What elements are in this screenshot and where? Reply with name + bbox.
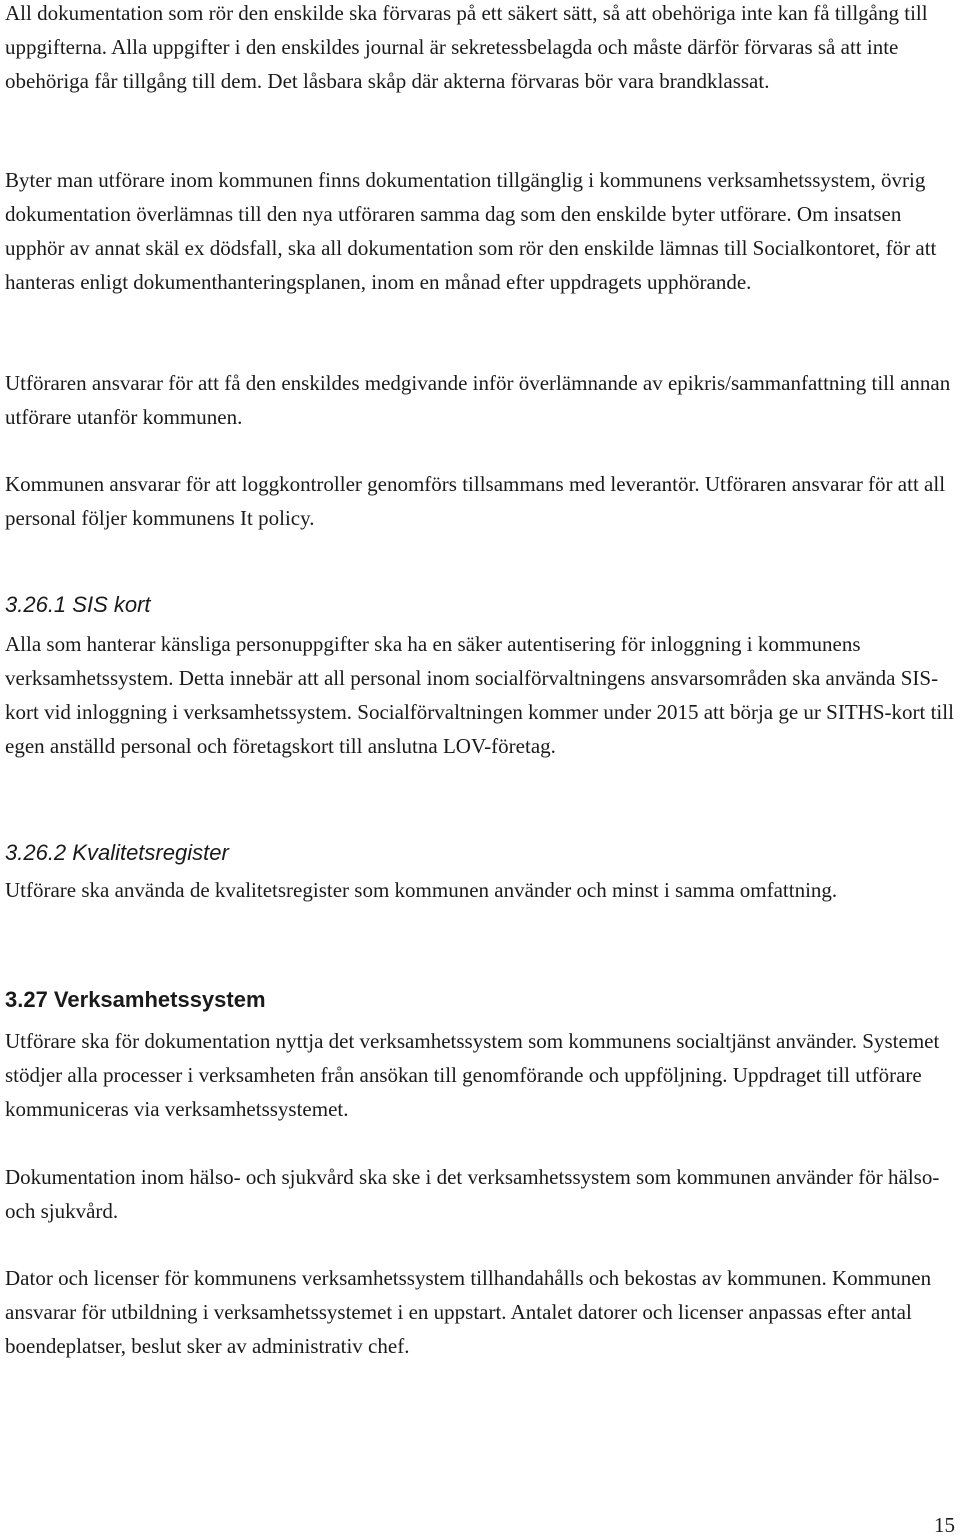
paragraph-verksamhetssystem-1: Utförare ska för dokumentation nyttja det verksamhetssystem som kommunens socialtjänst använder. Systemet stödjer alla processer i verksamheten från ansökan till genomförande och uppföljning. Uppdraget till utförare kommuniceras via verksamhetssystemet. xyxy=(5,1029,940,1121)
heading-kvalitetsregister: 3.26.2 Kvalitetsregister xyxy=(5,840,229,865)
page-number: 15 xyxy=(934,1513,955,1537)
paragraph-log-control: Kommunen ansvarar för att loggkontroller genomförs tillsammans med leverantör. Utföraren ansvarar för att all personal följer kommunens It policy. xyxy=(5,472,946,530)
paragraph-change-provider: Byter man utförare inom kommunen finns dokumentation tillgänglig i kommunens verksamhetssystem, övrig dokumentation överlämnas till den nya utföraren samma dag som den enskilde byter utförare. Om insatsen upphör av annat skäl ex dödsfall, ska all dokumentation som rör den enskilde lämnas till Socialkontoret, för att hanteras enligt dokumenthanteringsplanen, inom en månad efter uppdragets upphörande. xyxy=(5,168,937,294)
paragraph-consent: Utföraren ansvarar för att få den enskildes medgivande inför överlämnande av epikris/sammanfattning till annan utförare utanför kommunen. xyxy=(5,371,951,429)
paragraph-sis-kort: Alla som hanterar känsliga personuppgifter ska ha en säker autentisering för inloggning i kommunens verksamhetssystem. Detta innebär att all personal inom socialförvaltningens ansvarsområden ska använda SIS-kort vid inloggning i verksamhetssystem. Socialförvaltningen kommer under 2015 att börja ge ur SITHS-kort till egen anställd personal och företagskort till anslutna LOV-företag. xyxy=(5,632,954,758)
paragraph-kvalitetsregister: Utförare ska använda de kvalitetsregister som kommunen använder och minst i samma omfattning. xyxy=(5,878,838,902)
paragraph-storage: All dokumentation som rör den enskilde ska förvaras på ett säkert sätt, så att obehöriga inte kan få tillgång till uppgifterna. Alla uppgifter i den enskildes journal är sekretessbelagda och måste därför förvaras så att inte obehöriga får tillgång till dem. Det låsbara skåp där akterna förvaras bör vara brandklassat. xyxy=(5,1,928,93)
paragraph-verksamhetssystem-3: Dator och licenser för kommunens verksamhetssystem tillhandahålls och bekostas av kommunen. Kommunen ansvarar för utbildning i verksamhetssystemet i en uppstart. Antalet datorer och licenser anpassas efter antal boendeplatser, beslut sker av administrativ chef. xyxy=(5,1266,932,1358)
paragraph-verksamhetssystem-2: Dokumentation inom hälso- och sjukvård ska ske i det verksamhetssystem som kommunen använder för hälso- och sjukvård. xyxy=(5,1165,940,1223)
heading-sis-kort: 3.26.1 SIS kort xyxy=(5,592,151,617)
heading-verksamhetssystem: 3.27 Verksamhetssystem xyxy=(5,987,266,1012)
